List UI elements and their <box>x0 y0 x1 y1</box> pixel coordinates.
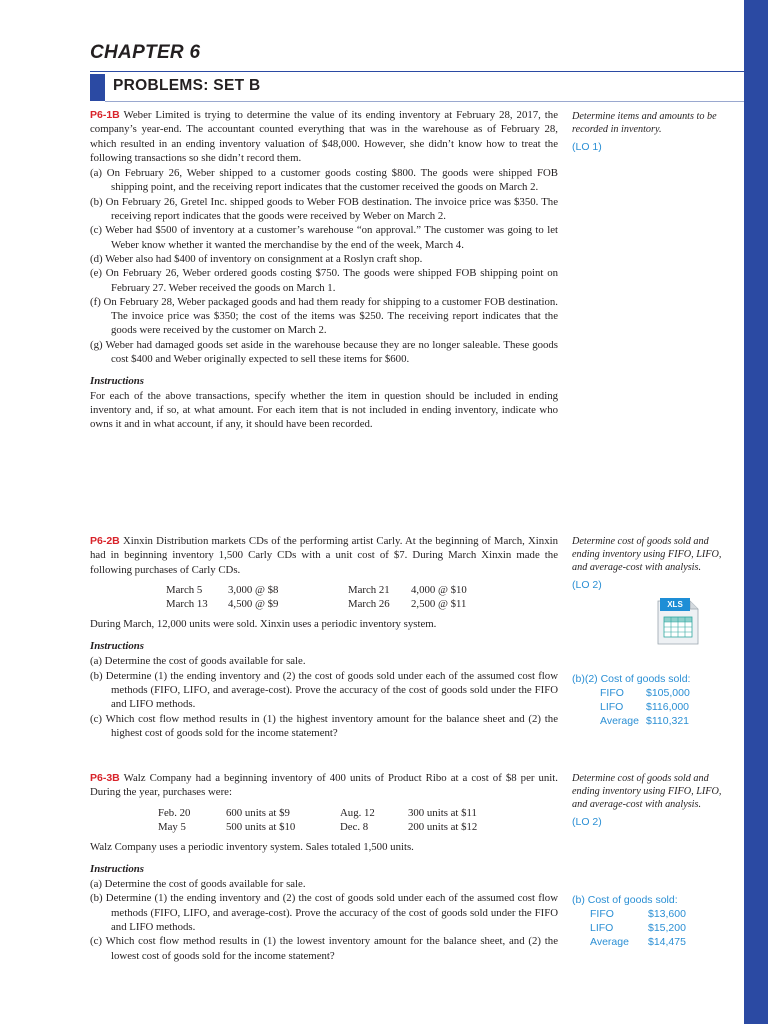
learning-objective: (LO 2) <box>572 579 602 591</box>
margin-note: Determine cost of goods sold and ending inventory using FIFO, LIFO, and average-cost with analysis. <box>572 773 722 810</box>
table-cell: 4,000 @ $10 <box>411 583 467 596</box>
answer-box-p6-3b <box>572 893 686 949</box>
table-cell: 3,000 @ $8 <box>228 583 279 596</box>
list-item: (b) Determine (1) the ending inventory and (2) the cost of goods sold under each of the assumed cost flow methods (FIFO, LIFO, and average-cost). Prove the accuracy of the cost of goods sold under the FIFO and LIFO methods. <box>90 669 558 711</box>
list-item: (a) Determine the cost of goods available for sale. <box>90 878 306 891</box>
problem-id: P6-3B <box>90 772 120 784</box>
instructions-text: For each of the above transactions, specify whether the item in question should be included in ending inventory and, if so, at what amount. For each item that is not included in ending inventory, indicate who owns it and in what account, if any, it should have been recorded. <box>90 389 558 431</box>
answer-value: $110,321 <box>646 715 690 727</box>
problem-p6-1b <box>90 108 558 432</box>
learning-objective: (LO 2) <box>572 816 602 828</box>
list-item: (a) Determine the cost of goods available for sale. <box>90 655 306 668</box>
purchases-table <box>166 583 467 611</box>
answer-label: FIFO <box>590 908 614 920</box>
answer-value: $15,200 <box>648 922 686 934</box>
problem-intro <box>90 108 558 165</box>
margin-note-p6-1b <box>572 110 722 153</box>
answer-label: LIFO <box>600 701 624 713</box>
table-row <box>166 597 467 611</box>
answer-row <box>572 714 690 728</box>
list-item: (d) Weber also had $400 of inventory on consignment at a Roslyn craft shop. <box>90 252 423 265</box>
answer-label: Average <box>590 936 629 948</box>
section-title: PROBLEMS: SET B <box>113 77 261 94</box>
answer-heading: (b) Cost of goods sold: <box>572 894 678 906</box>
table-cell: 500 units at $10 <box>226 820 296 833</box>
list-item: (c) Which cost flow method results in (1) the lowest inventory amount for the balance sheet, and (2) the lowest cost of goods sold for the income statement? <box>90 935 558 962</box>
list-item: (g) Weber had damaged goods set aside in the warehouse because they are no longer saleable. These goods cost $400 and Weber originally expected to sell these items for $600. <box>90 338 558 366</box>
answer-row <box>572 921 686 935</box>
table-cell: 200 units at $12 <box>408 820 478 833</box>
table-cell: March 13 <box>166 597 208 610</box>
section-rule <box>105 101 744 102</box>
page-edge-bar <box>744 0 768 1024</box>
problem-p6-3b <box>90 771 558 963</box>
table-cell: May 5 <box>158 820 186 833</box>
problem-text: Walz Company uses a periodic inventory system. Sales totaled 1,500 units. <box>90 840 414 853</box>
list-item: (c) Weber had $500 of inventory at a customer’s warehouse “on approval.” The customer was going to let Weber know whether it wanted the merchandise by the end of the week, March 4. <box>90 224 558 251</box>
answer-row <box>572 700 690 714</box>
answer-box-p6-2b <box>572 672 690 728</box>
table-cell: Aug. 12 <box>340 806 375 819</box>
list-item: (c) Which cost flow method results in (1) the highest inventory amount for the balance sheet and (2) the highest cost of goods sold for the income statement? <box>90 712 558 739</box>
problem-id: P6-2B <box>90 535 120 547</box>
list-item: (b) On February 26, Gretel Inc. shipped goods to Weber FOB destination. The invoice price was $350. The receiving report indicates that the goods were received by Weber on March 2. <box>90 195 558 223</box>
answer-row <box>572 935 686 949</box>
answer-label: Average <box>600 715 639 727</box>
table-cell: March 21 <box>348 583 390 596</box>
problem-intro <box>90 534 558 577</box>
problem-intro-text: Walz Company had a beginning inventory of 400 units of Product Ribo at a cost of $8 per unit. During the year, purchases were: <box>90 772 558 799</box>
table-cell: March 5 <box>166 583 203 596</box>
problem-id: P6-1B <box>90 109 120 121</box>
purchases-table <box>158 806 477 834</box>
header-rule <box>90 71 744 72</box>
problem-intro-text: Xinxin Distribution markets CDs of the performing artist Carly. At the beginning of March, Xinxin had in beginning inventory 1,500 Carly CDs with a unit cost of $7. During March Xinxin made the following purchases of Carly CDs. <box>90 535 558 576</box>
answer-row <box>572 907 686 921</box>
table-cell: March 26 <box>348 597 390 610</box>
margin-note: Determine cost of goods sold and ending inventory using FIFO, LIFO, and average-cost with analysis. <box>572 536 722 573</box>
table-cell: 4,500 @ $9 <box>228 597 279 610</box>
instructions-heading: Instructions <box>90 375 145 388</box>
list-item: (a) On February 26, Weber shipped to a customer goods costing $800. The goods were shipped FOB shipping point, and the receiving report indicates that the customer received the goods on March 2. <box>90 167 558 194</box>
instruction-list <box>90 654 558 740</box>
table-row <box>166 583 467 597</box>
table-cell: 2,500 @ $11 <box>411 597 467 610</box>
learning-objective: (LO 1) <box>572 141 602 153</box>
answer-heading: (b)(2) Cost of goods sold: <box>572 673 691 685</box>
problem-text: During March, 12,000 units were sold. Xinxin uses a periodic inventory system. <box>90 617 437 630</box>
answer-value: $116,000 <box>646 701 690 713</box>
instructions-heading: Instructions <box>90 862 145 875</box>
section-marker <box>90 74 105 101</box>
table-cell: Feb. 20 <box>158 806 191 819</box>
list-item: (b) Determine (1) the ending inventory and (2) the cost of goods sold under each of the assumed cost flow methods (FIFO, LIFO, and average-cost). Prove the accuracy of the cost of goods sold under the FIFO and LIFO methods. <box>90 892 558 934</box>
problem-intro-text: Weber Limited is trying to determine the value of its ending inventory at February 28, 2017, the company’s year-end. The accountant counted everything that was in the warehouse as of February 28, which resulted in an ending inventory valuation of $48,000. However, she didn’t know how to treat the following transactions so she didn’t record them. <box>90 109 558 164</box>
table-cell: 300 units at $11 <box>408 806 477 819</box>
table-row <box>158 806 477 820</box>
table-cell: Dec. 8 <box>340 820 369 833</box>
chapter-heading: CHAPTER 6 <box>90 42 201 63</box>
answer-value: $14,475 <box>648 936 686 948</box>
xls-label: XLS <box>660 598 690 611</box>
table-cell: 600 units at $9 <box>226 806 290 819</box>
instructions-heading: Instructions <box>90 640 145 653</box>
margin-note-p6-2b <box>572 535 722 591</box>
margin-note: Determine items and amounts to be recorded in inventory. <box>572 111 717 135</box>
answer-label: LIFO <box>590 922 614 934</box>
answer-label: FIFO <box>600 687 624 699</box>
answer-row <box>572 686 690 700</box>
spreadsheet-icon <box>656 595 699 645</box>
list-item: (f) On February 28, Weber packaged goods and had them ready for shipping to a customer FOB destination. The invoice price was $350; the cost of the items was $250. The receiving report indicates that the goods were received by the customer on March 2. <box>90 295 558 337</box>
list-item: (e) On February 26, Weber ordered goods costing $750. The goods were shipped FOB shipping point on February 27. Weber received the goods on March 1. <box>90 267 558 294</box>
problem-intro <box>90 771 558 800</box>
answer-value: $13,600 <box>648 908 686 920</box>
table-row <box>158 820 477 834</box>
answer-value: $105,000 <box>646 687 690 699</box>
problem-p6-2b <box>90 534 558 740</box>
instruction-list <box>90 877 558 963</box>
transaction-list <box>90 166 558 366</box>
margin-note-p6-3b <box>572 772 722 828</box>
